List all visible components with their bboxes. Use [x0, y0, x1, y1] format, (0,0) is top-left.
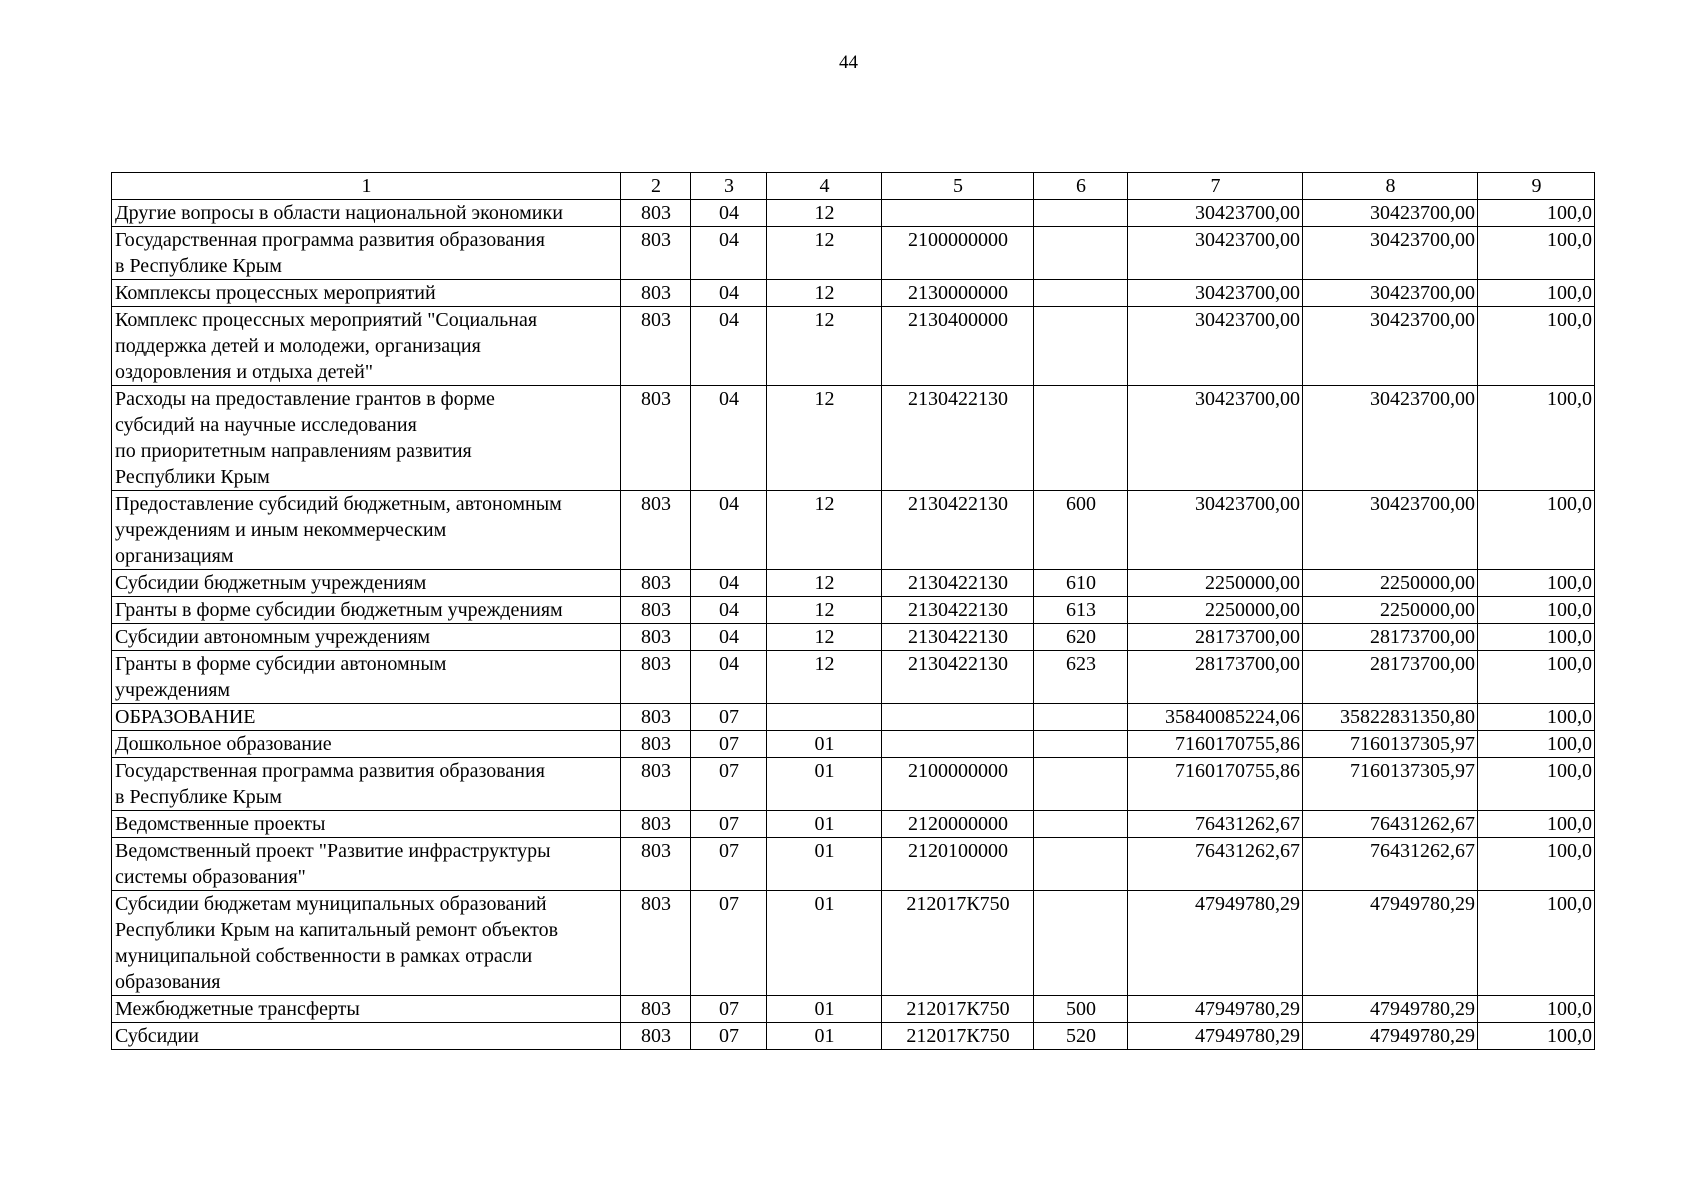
row-amount-actual-cell: 28173700,00 [1303, 624, 1478, 651]
row-percent-cell: 100,0 [1478, 731, 1595, 758]
table-row [112, 891, 1595, 996]
row-expense-type-cell [1034, 307, 1128, 386]
row-code-cell: 803 [621, 651, 691, 704]
row-amount-actual-cell: 30423700,00 [1303, 280, 1478, 307]
row-amount-plan-cell: 30423700,00 [1128, 280, 1303, 307]
row-section-cell: 07 [691, 811, 767, 838]
table-row [112, 570, 1595, 597]
row-section-cell: 07 [691, 1023, 767, 1050]
row-code-cell: 803 [621, 307, 691, 386]
row-expense-type-cell [1034, 280, 1128, 307]
row-percent-cell: 100,0 [1478, 624, 1595, 651]
row-subsection-cell: 12 [767, 651, 882, 704]
row-amount-actual-cell: 76431262,67 [1303, 838, 1478, 891]
row-target-article-cell: 2130422130 [882, 597, 1034, 624]
row-amount-plan-cell: 7160170755,86 [1128, 758, 1303, 811]
row-section-cell: 07 [691, 731, 767, 758]
row-name-cell: Дошкольное образование [112, 731, 621, 758]
header-cell: 8 [1303, 173, 1478, 200]
row-expense-type-cell: 610 [1034, 570, 1128, 597]
row-target-article-cell: 212017К750 [882, 891, 1034, 996]
row-code-cell: 803 [621, 570, 691, 597]
row-target-article-cell: 2130422130 [882, 386, 1034, 491]
row-amount-plan-cell: 7160170755,86 [1128, 731, 1303, 758]
table-row [112, 651, 1595, 704]
row-percent-cell: 100,0 [1478, 838, 1595, 891]
row-name-cell: Другие вопросы в области национальной экономики [112, 200, 621, 227]
row-section-cell: 07 [691, 704, 767, 731]
header-cell: 9 [1478, 173, 1595, 200]
row-amount-plan-cell: 47949780,29 [1128, 996, 1303, 1023]
row-subsection-cell: 12 [767, 200, 882, 227]
table-row [112, 996, 1595, 1023]
table-row [112, 597, 1595, 624]
row-percent-cell: 100,0 [1478, 651, 1595, 704]
row-amount-actual-cell: 30423700,00 [1303, 227, 1478, 280]
row-subsection-cell: 01 [767, 838, 882, 891]
row-code-cell: 803 [621, 200, 691, 227]
row-name-cell: Гранты в форме субсидии автономным учреждениям [112, 651, 621, 704]
row-expense-type-cell: 600 [1034, 491, 1128, 570]
row-amount-actual-cell: 47949780,29 [1303, 996, 1478, 1023]
row-percent-cell: 100,0 [1478, 758, 1595, 811]
row-amount-actual-cell: 47949780,29 [1303, 891, 1478, 996]
row-section-cell: 04 [691, 597, 767, 624]
row-percent-cell: 100,0 [1478, 1023, 1595, 1050]
row-code-cell: 803 [621, 811, 691, 838]
row-amount-actual-cell: 2250000,00 [1303, 570, 1478, 597]
row-amount-plan-cell: 47949780,29 [1128, 1023, 1303, 1050]
row-name-cell: Предоставление субсидий бюджетным, автономным учреждениям и иным некоммерческим организациям [112, 491, 621, 570]
row-target-article-cell: 2130400000 [882, 307, 1034, 386]
row-amount-plan-cell: 2250000,00 [1128, 570, 1303, 597]
row-expense-type-cell [1034, 200, 1128, 227]
row-code-cell: 803 [621, 386, 691, 491]
row-subsection-cell: 01 [767, 811, 882, 838]
row-name-cell: Субсидии автономным учреждениям [112, 624, 621, 651]
row-percent-cell: 100,0 [1478, 280, 1595, 307]
row-amount-plan-cell: 30423700,00 [1128, 200, 1303, 227]
row-subsection-cell: 01 [767, 996, 882, 1023]
row-target-article-cell [882, 704, 1034, 731]
row-name-cell: Ведомственные проекты [112, 811, 621, 838]
row-section-cell: 04 [691, 227, 767, 280]
row-section-cell: 04 [691, 651, 767, 704]
row-subsection-cell: 12 [767, 570, 882, 597]
row-subsection-cell: 12 [767, 280, 882, 307]
row-code-cell: 803 [621, 280, 691, 307]
row-code-cell: 803 [621, 891, 691, 996]
row-expense-type-cell [1034, 227, 1128, 280]
row-expense-type-cell [1034, 386, 1128, 491]
row-name-cell: Гранты в форме субсидии бюджетным учреждениям [112, 597, 621, 624]
row-target-article-cell: 2120100000 [882, 838, 1034, 891]
row-name-cell: Комплексы процессных мероприятий [112, 280, 621, 307]
row-expense-type-cell [1034, 838, 1128, 891]
table-row [112, 758, 1595, 811]
page-number: 44 [839, 52, 858, 73]
row-percent-cell: 100,0 [1478, 704, 1595, 731]
row-code-cell: 803 [621, 731, 691, 758]
row-subsection-cell: 12 [767, 597, 882, 624]
row-name-cell: Комплекс процессных мероприятий "Социальная поддержка детей и молодежи, организация оздоровления и отдыха детей" [112, 307, 621, 386]
row-expense-type-cell: 500 [1034, 996, 1128, 1023]
row-amount-actual-cell: 7160137305,97 [1303, 731, 1478, 758]
row-section-cell: 07 [691, 838, 767, 891]
table-row [112, 704, 1595, 731]
row-code-cell: 803 [621, 996, 691, 1023]
row-amount-actual-cell: 47949780,29 [1303, 1023, 1478, 1050]
row-section-cell: 04 [691, 200, 767, 227]
row-name-cell: ОБРАЗОВАНИЕ [112, 704, 621, 731]
table-row [112, 280, 1595, 307]
row-subsection-cell: 12 [767, 624, 882, 651]
row-code-cell: 803 [621, 758, 691, 811]
row-section-cell: 07 [691, 996, 767, 1023]
row-section-cell: 04 [691, 491, 767, 570]
row-amount-actual-cell: 30423700,00 [1303, 307, 1478, 386]
row-name-cell: Субсидии бюджетным учреждениям [112, 570, 621, 597]
row-subsection-cell: 12 [767, 491, 882, 570]
row-expense-type-cell [1034, 758, 1128, 811]
row-amount-plan-cell: 30423700,00 [1128, 386, 1303, 491]
row-expense-type-cell [1034, 731, 1128, 758]
row-subsection-cell: 12 [767, 227, 882, 280]
row-subsection-cell [767, 704, 882, 731]
row-amount-plan-cell: 30423700,00 [1128, 227, 1303, 280]
row-name-cell: Субсидии бюджетам муниципальных образований Республики Крым на капитальный ремонт объектов муниципальной собственности в рамках отрасли образования [112, 891, 621, 996]
row-amount-plan-cell: 30423700,00 [1128, 307, 1303, 386]
row-amount-plan-cell: 28173700,00 [1128, 624, 1303, 651]
row-percent-cell: 100,0 [1478, 811, 1595, 838]
row-name-cell: Ведомственный проект "Развитие инфраструктуры системы образования" [112, 838, 621, 891]
table-row [112, 811, 1595, 838]
row-percent-cell: 100,0 [1478, 891, 1595, 996]
row-section-cell: 07 [691, 891, 767, 996]
row-section-cell: 04 [691, 307, 767, 386]
row-amount-plan-cell: 30423700,00 [1128, 491, 1303, 570]
row-target-article-cell: 2100000000 [882, 227, 1034, 280]
table-row [112, 838, 1595, 891]
row-expense-type-cell: 613 [1034, 597, 1128, 624]
row-subsection-cell: 01 [767, 891, 882, 996]
row-section-cell: 04 [691, 280, 767, 307]
header-cell: 2 [621, 173, 691, 200]
row-amount-actual-cell: 7160137305,97 [1303, 758, 1478, 811]
row-subsection-cell: 01 [767, 731, 882, 758]
row-percent-cell: 100,0 [1478, 597, 1595, 624]
row-section-cell: 04 [691, 624, 767, 651]
row-percent-cell: 100,0 [1478, 996, 1595, 1023]
row-target-article-cell: 2130422130 [882, 651, 1034, 704]
row-code-cell: 803 [621, 597, 691, 624]
row-expense-type-cell [1034, 811, 1128, 838]
row-percent-cell: 100,0 [1478, 491, 1595, 570]
row-code-cell: 803 [621, 491, 691, 570]
row-expense-type-cell: 520 [1034, 1023, 1128, 1050]
row-subsection-cell: 01 [767, 758, 882, 811]
header-cell: 5 [882, 173, 1034, 200]
row-section-cell: 07 [691, 758, 767, 811]
row-percent-cell: 100,0 [1478, 386, 1595, 491]
row-amount-actual-cell: 30423700,00 [1303, 386, 1478, 491]
row-target-article-cell: 212017К750 [882, 1023, 1034, 1050]
row-amount-plan-cell: 76431262,67 [1128, 811, 1303, 838]
row-percent-cell: 100,0 [1478, 200, 1595, 227]
row-subsection-cell: 12 [767, 386, 882, 491]
row-amount-plan-cell: 28173700,00 [1128, 651, 1303, 704]
row-target-article-cell: 2120000000 [882, 811, 1034, 838]
row-amount-actual-cell: 30423700,00 [1303, 200, 1478, 227]
row-name-cell: Государственная программа развития образования в Республике Крым [112, 758, 621, 811]
row-section-cell: 04 [691, 570, 767, 597]
row-amount-actual-cell: 2250000,00 [1303, 597, 1478, 624]
header-row [112, 173, 1595, 200]
row-target-article-cell [882, 731, 1034, 758]
header-cell: 4 [767, 173, 882, 200]
row-percent-cell: 100,0 [1478, 570, 1595, 597]
row-expense-type-cell [1034, 704, 1128, 731]
row-amount-plan-cell: 2250000,00 [1128, 597, 1303, 624]
row-amount-actual-cell: 35822831350,80 [1303, 704, 1478, 731]
row-expense-type-cell [1034, 891, 1128, 996]
row-target-article-cell: 2100000000 [882, 758, 1034, 811]
row-target-article-cell: 2130422130 [882, 624, 1034, 651]
row-code-cell: 803 [621, 704, 691, 731]
row-target-article-cell: 212017К750 [882, 996, 1034, 1023]
table-row [112, 200, 1595, 227]
row-code-cell: 803 [621, 1023, 691, 1050]
row-name-cell: Межбюджетные трансферты [112, 996, 621, 1023]
row-expense-type-cell: 620 [1034, 624, 1128, 651]
row-amount-actual-cell: 28173700,00 [1303, 651, 1478, 704]
header-cell: 6 [1034, 173, 1128, 200]
row-amount-plan-cell: 76431262,67 [1128, 838, 1303, 891]
row-section-cell: 04 [691, 386, 767, 491]
table-row [112, 227, 1595, 280]
table-row [112, 731, 1595, 758]
row-subsection-cell: 12 [767, 307, 882, 386]
table-row [112, 624, 1595, 651]
table-row [112, 386, 1595, 491]
row-target-article-cell: 2130422130 [882, 570, 1034, 597]
row-amount-actual-cell: 30423700,00 [1303, 491, 1478, 570]
row-expense-type-cell: 623 [1034, 651, 1128, 704]
row-name-cell: Субсидии [112, 1023, 621, 1050]
table-row [112, 307, 1595, 386]
row-name-cell: Государственная программа развития образования в Республике Крым [112, 227, 621, 280]
row-target-article-cell [882, 200, 1034, 227]
row-subsection-cell: 01 [767, 1023, 882, 1050]
budget-table [111, 172, 1595, 1050]
row-amount-plan-cell: 35840085224,06 [1128, 704, 1303, 731]
row-amount-actual-cell: 76431262,67 [1303, 811, 1478, 838]
row-code-cell: 803 [621, 838, 691, 891]
table-row [112, 491, 1595, 570]
header-cell: 1 [112, 173, 621, 200]
row-amount-plan-cell: 47949780,29 [1128, 891, 1303, 996]
table-row [112, 1023, 1595, 1050]
header-cell: 7 [1128, 173, 1303, 200]
row-name-cell: Расходы на предоставление грантов в форме субсидий на научные исследования по приоритетным направлениям развития Республики Крым [112, 386, 621, 491]
row-code-cell: 803 [621, 227, 691, 280]
header-cell: 3 [691, 173, 767, 200]
row-percent-cell: 100,0 [1478, 307, 1595, 386]
row-code-cell: 803 [621, 624, 691, 651]
row-target-article-cell: 2130422130 [882, 491, 1034, 570]
row-percent-cell: 100,0 [1478, 227, 1595, 280]
row-target-article-cell: 2130000000 [882, 280, 1034, 307]
